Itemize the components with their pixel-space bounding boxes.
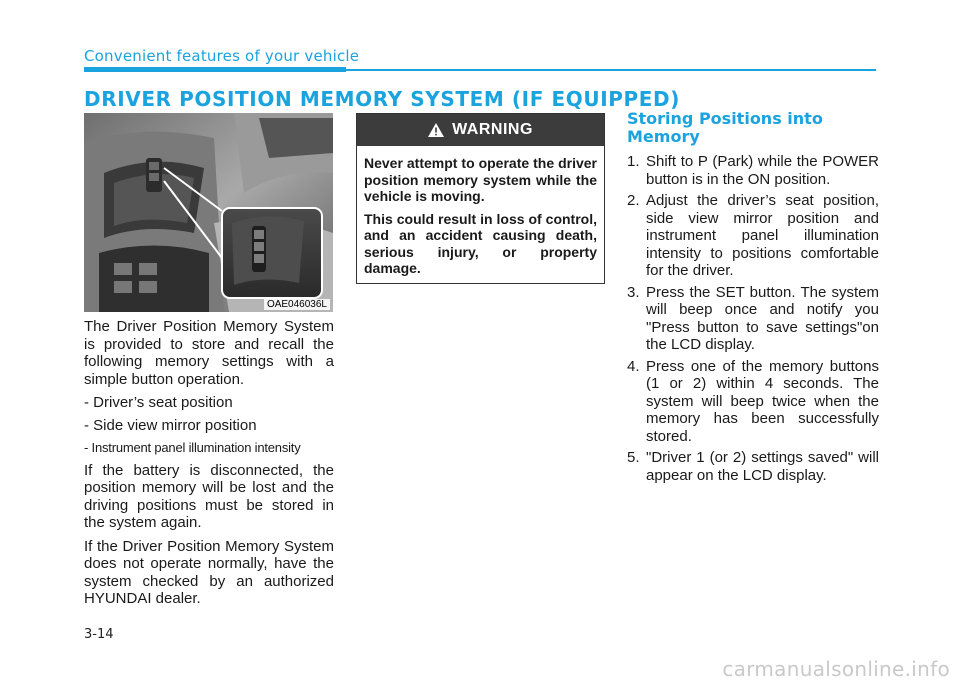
warning-body: [357, 146, 604, 277]
warning-text-1: Never attempt to operate the driver position memory system while the vehicle is moving.: [364, 155, 597, 204]
list-item: [627, 192, 879, 280]
step-text: Press the SET button. The system will beep once and notify you "Press button to save settings"on the LCD display.: [646, 283, 879, 353]
header-rule-thin: [346, 69, 876, 71]
door-panel-drawing: [84, 113, 333, 312]
list-item: [627, 358, 879, 446]
warning-header: [357, 114, 604, 146]
header-rule-thick: [84, 67, 346, 72]
storing-title: Storing Positions into Memory: [627, 109, 823, 146]
intro-paragraph-3: If the Driver Position Memory System does not operate normally, have the system checked by an authorized HYUNDAI dealer.: [84, 537, 334, 607]
intro-paragraph-1: The Driver Position Memory System is provided to store and recall the following memory settings with a simple button operation.: [84, 318, 334, 388]
storing-column: [627, 110, 879, 488]
step-number: 5.: [627, 449, 640, 466]
figure-caption: OAE046036L: [264, 299, 330, 310]
warning-box: [356, 113, 605, 284]
step-text: "Driver 1 (or 2) settings saved" will appear on the LCD display.: [646, 449, 879, 484]
page-title: DRIVER POSITION MEMORY SYSTEM (IF EQUIPPED): [84, 87, 680, 111]
page-number: 3-14: [84, 627, 114, 642]
list-item: [627, 153, 879, 188]
step-text: Adjust the driver’s seat position, side view mirror position and instrument panel illumination intensity to positions comfortable for the driver.: [646, 192, 879, 279]
intro-column: [84, 318, 334, 614]
step-number: 1.: [627, 153, 640, 170]
storing-steps: [627, 153, 879, 484]
list-item: [627, 284, 879, 354]
step-number: 2.: [627, 192, 640, 209]
bullet-illumination-intensity: - Instrument panel illumination intensity: [84, 440, 301, 455]
warning-text-2: This could result in loss of control, and an accident causing death, serious injury, or property damage.: [364, 210, 597, 276]
step-number: 3.: [627, 283, 640, 301]
bullet-mirror-position: - Side view mirror position: [84, 416, 257, 434]
door-panel-illustration: [84, 113, 333, 312]
step-text: Press one of the memory buttons (1 or 2) within 4 seconds. The system will beep twice when the memory has been successfully stored.: [646, 357, 879, 445]
warning-triangle-icon: [428, 123, 444, 137]
intro-paragraph-2: If the battery is disconnected, the position memory will be lost and the driving positions must be stored in the system again.: [84, 461, 334, 531]
list-item: [627, 449, 879, 484]
watermark: carmanualsonline.info: [722, 657, 950, 681]
step-text: Shift to P (Park) while the POWER button is in the ON position.: [646, 153, 879, 188]
bullet-seat-position: - Driver’s seat position: [84, 394, 233, 411]
warning-label: WARNING: [452, 121, 533, 138]
section-label: Convenient features of your vehicle: [84, 47, 360, 65]
step-number: 4.: [627, 357, 640, 375]
